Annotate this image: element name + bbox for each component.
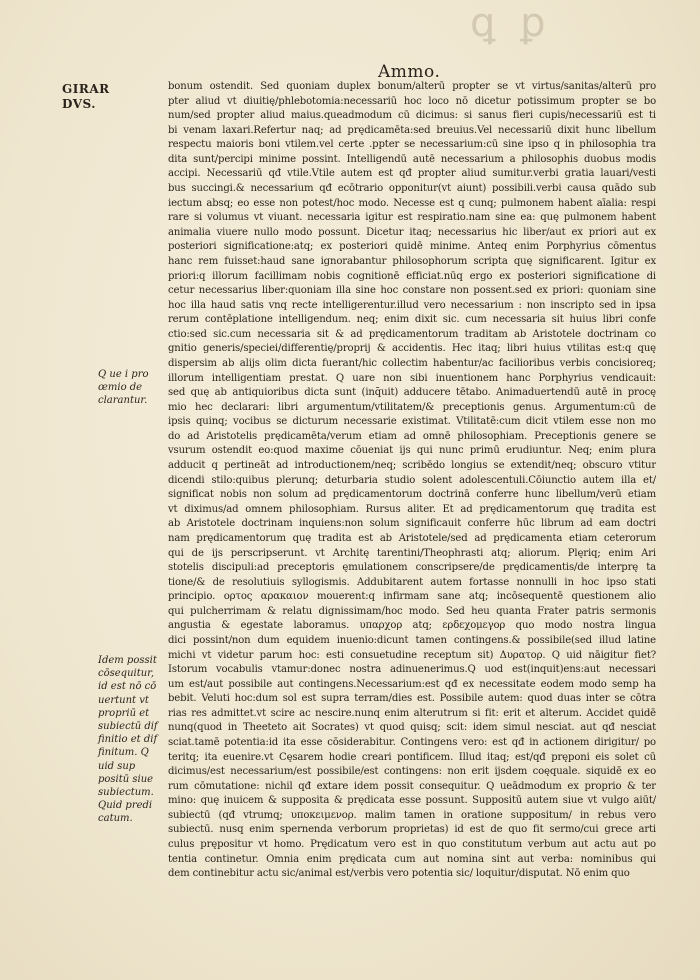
text-line: sciat.tamē potentia:id ita esse cōsiderabitur. Contingens vero: est qđ in actionem dirigitur/ po [168,737,656,749]
text-line: bebit. Veluti hoc:dum sol est supra terram/dies est. Possibile autem: quod duas inter se cōtra [168,693,656,705]
running-head: Ammo. [378,62,441,82]
text-line: rum cōmutatione: nichil qđ extare idem possit consequitur. Q ueādmodum ex proprio & ter [168,780,656,792]
text-line: priori:q illorum facillimam nobis cognitionē efficiat.nūq ergo ex posteriori significatione di [168,270,656,282]
text-line: mino: quę inuicem & supposita & prędicata esse possunt. Suppositū autem siue vt vulgo aiūt/ [168,795,656,807]
margin-author-label: GIRAR DVS. [62,82,110,111]
margin-gloss-proemium: Q ue i pro œmio de clarantur. [98,369,149,407]
text-line: vt diximus/ad omnem philosophiam. Rursus aliter. Et ad prędicamentorum quę tradita est [168,503,656,515]
show-through-bleed: ꝗ ꝑ [470,0,552,46]
text-line: adducit q pertineāt ad introductionem/neq; scribēdo longius se extendit/neq; obscuro vtitur [168,460,656,472]
text-line: bi venam laxari.Refertur naq; ad prędicamēta:sed breuius.Vel necessariū dixit hunc libellum [168,124,656,136]
text-line: rare si volumus vt viuant. necessaria igitur est respiratio.nam sine ea: quę pulmonem habent [168,212,656,224]
text-line: qui de ijs perscripserunt. vt Architę tarentini/Theophrasti atq; aliorum. Plęriq; enim Ari [168,547,656,559]
main-text-block [168,80,656,882]
text-line: accipi. Necessariū qđ vtile.Vtile autem est qđ propter aliud sumitur.verbi gratia lauari/vesti [168,168,656,180]
text-line: ctio:sed sic.cum necessaria sit & ad prędicamentorum traditam ab Aristotele doctrinam co [168,328,656,340]
text-line: gnitio generis/speciei/differentię/proprij & accidentis. Hec itaq; libri huius vtilitas est:q quę [168,343,656,355]
text-line: michi vt videtur parum hoc: esti consuetudine receptum sit) Δυρατορ. Q uid nāigitur fiet? [168,649,656,661]
text-line: tentia continetur. Omnia enim prędicata cum aut nomina sint aut verba: nominibus qui [168,853,656,865]
text-line: nunq(quod in Theeteto ait Socrates) vt quod quisq; scit: idem simul nesciat. aut qđ nesciat [168,722,656,734]
text-line: tione/& de resolutiuis syllogismis. Addubitarent autem fortasse nonnulli in hoc ipso stati [168,576,656,588]
text-line: um est/aut possibile aut contingens.Necessarium:est qđ ex necessitate eodem modo semp ha [168,678,656,690]
text-line: subiectū. nusq enim spernenda verborum proprietas) id est de quo fit sermo/cui grece arti [168,824,656,836]
text-line: sed quę ab antiquioribus dicta sunt (inq̄uit) adducere tētabo. Animaduertendū autē in procę [168,387,656,399]
text-line: principio. ορτος αρακαιον mouerent:q infirmam sane atq; incōsequentē questionem alio [168,591,656,603]
text-line: posteriori significatione:atq; ex posteriori quidē minime. Anteq enim Porphyrius cōmentus [168,241,656,253]
text-line: dicendi stilo:quibus plerunq; deturbaria studio solent adolescentuli.Cōiunctio autem illa et/ [168,474,656,486]
text-line: bus succingi.& necessarium qđ ecōtrario opponitur(vt aiunt) possibili.verbi causa quādo sub [168,183,656,195]
text-line: bonum ostendit. Sed quoniam duplex bonum/alterū propter se vt virtus/sanitas/alterū pro [168,81,656,92]
text-line: angustia & egestate laboramus. υπαρχορ atq; ερδεχομεγορ quo modo nostra lingua [168,620,656,632]
margin-gloss-subiectum: Idem possit cōsequitur, id est nō cō uertunt vt propriū et subiectū dif finitio et dif finitum. Q uid sup positū siue subiectum. Quid predi catum. [98,655,158,825]
text-line: respectu maioris boni vtilem.vel certe .ppter se necessarium:cū sine ipso q in philosophia tra [168,139,656,151]
text-line: rias res admittet.vt scire ac nescire.nunq enim alterutrum si fit: erit et alterum. Accidet quidē [168,707,656,719]
text-line: dici possint/non dum equidem inuenio:dicunt tamen contingens.& possibile(sed illud latine [168,634,656,646]
text-line: subiectū (qđ vtrumq; υποκειμενορ. malim tamen in oratione suppositum/ in rebus vero [168,809,656,821]
text-line: ipsis quinq; vocibus se dicturum necessarie existimat. Vtilitatē:cum dicit vtilem esse non mo [168,416,656,428]
text-line: teritq; ita euenire.vt Cęsarem hodie creari pontificem. Illud itaq; est/qđ pręponi eis solet cū [168,751,656,763]
text-line: num/sed propter aliud maius.queadmodum cū dicimus: si sanus fieri cupis/necessariū est ti [168,110,656,122]
text-line: mio hec declarari: libri argumentum/vtilitatem/& preceptionis genus. Argumentum:cū de [168,401,656,413]
text-line: vsurum ostendit eo:quod maxime cōueniat ijs qui nunc primū erudiuntur. Neq; enim plura [168,445,656,457]
text-line: dicimus/est necessarium/est possibile/est contingens: non erit ijsdem coęquale. siquidē ex eo [168,766,656,778]
text-line: rerum contēplatione intelligendum. neq; enim dixit sic. cum necessaria sit huius libri confe [168,314,656,326]
text-line: illorum intelligentiam prestat. Q uare non sibi inuentionem hanc Porphyrius vendicauit: [168,372,656,384]
text-line: dispersim ab alijs olim dicta fuerant/hic collectim habentur/ac facilioribus verbis concisioreq; [168,357,656,369]
text-line: dem continebitur actu sic/animal est/verbis vero potentia sic/ loquitur/disputat. Nō enim quo [168,868,630,880]
text-line: stotelis discipuli:ad preceptoris ęmulationem conscripsere/de prędicamentis/de interprę ta [168,562,656,574]
text-line: nam prędicamentorum quę tradita est ab Aristotele/sed ad prędicamenta etiam ceterorum [168,532,656,544]
text-line: pter aliud vt diuitię/phlebotomia:necessariū hoc loco nō dicetur potissimum propter se bo [168,95,656,107]
text-line: iectum absq; eo esse non potest/hoc modo. Necesse est q cunq; pulmonem habent aīalia: respi [168,197,656,209]
text-line: dita sunt/percipi minime possint. Intelligendū autē necessarium a philosophis duobus modis [168,153,656,165]
text-line: Istorum vocabulis vtamur:donec nostra adinuenerimus.Q uod est(inquit)ens:aut necessari [168,664,656,676]
text-line: animalia viuere nullo modo possunt. Dicetur itaq; necessarius hic liber/aut ex priori aut ex [168,226,656,238]
text-line: qui pulcherrimam & relatu dignissimam/hoc modo. Sed heu quanta Frater patris sermonis [168,605,656,617]
text-line: hanc rem fuisset:haud sane ignorabantur philosophorum scripta quę significarent. Igitur ex [168,255,656,267]
text-line: hoc illa haud satis vnq recte intelligerentur.illud vero necessarium : non inscripto sed in ipsa [168,299,656,311]
text-line: culus prępositur vt homo. Prędicatum vero est in quo constitutum verbum aut actu aut po [168,839,656,851]
text-line: cetur necessarius liber:quoniam illa sine hoc constare non possent.sed ex priori: quoniam sine [168,285,656,297]
text-line: ab Aristotele doctrinam inquiens:non solum significauit conferre hūc librum ad eam doctri [168,518,656,530]
text-line: do ad Aristotelis prędicamēta/verum etiam ad omnē philosophiam. Preceptionis genere se [168,430,656,442]
text-line: significat nobis non solum ad prędicamentorum doctrinā conferre hunc libellum/verū etiam [168,489,656,501]
